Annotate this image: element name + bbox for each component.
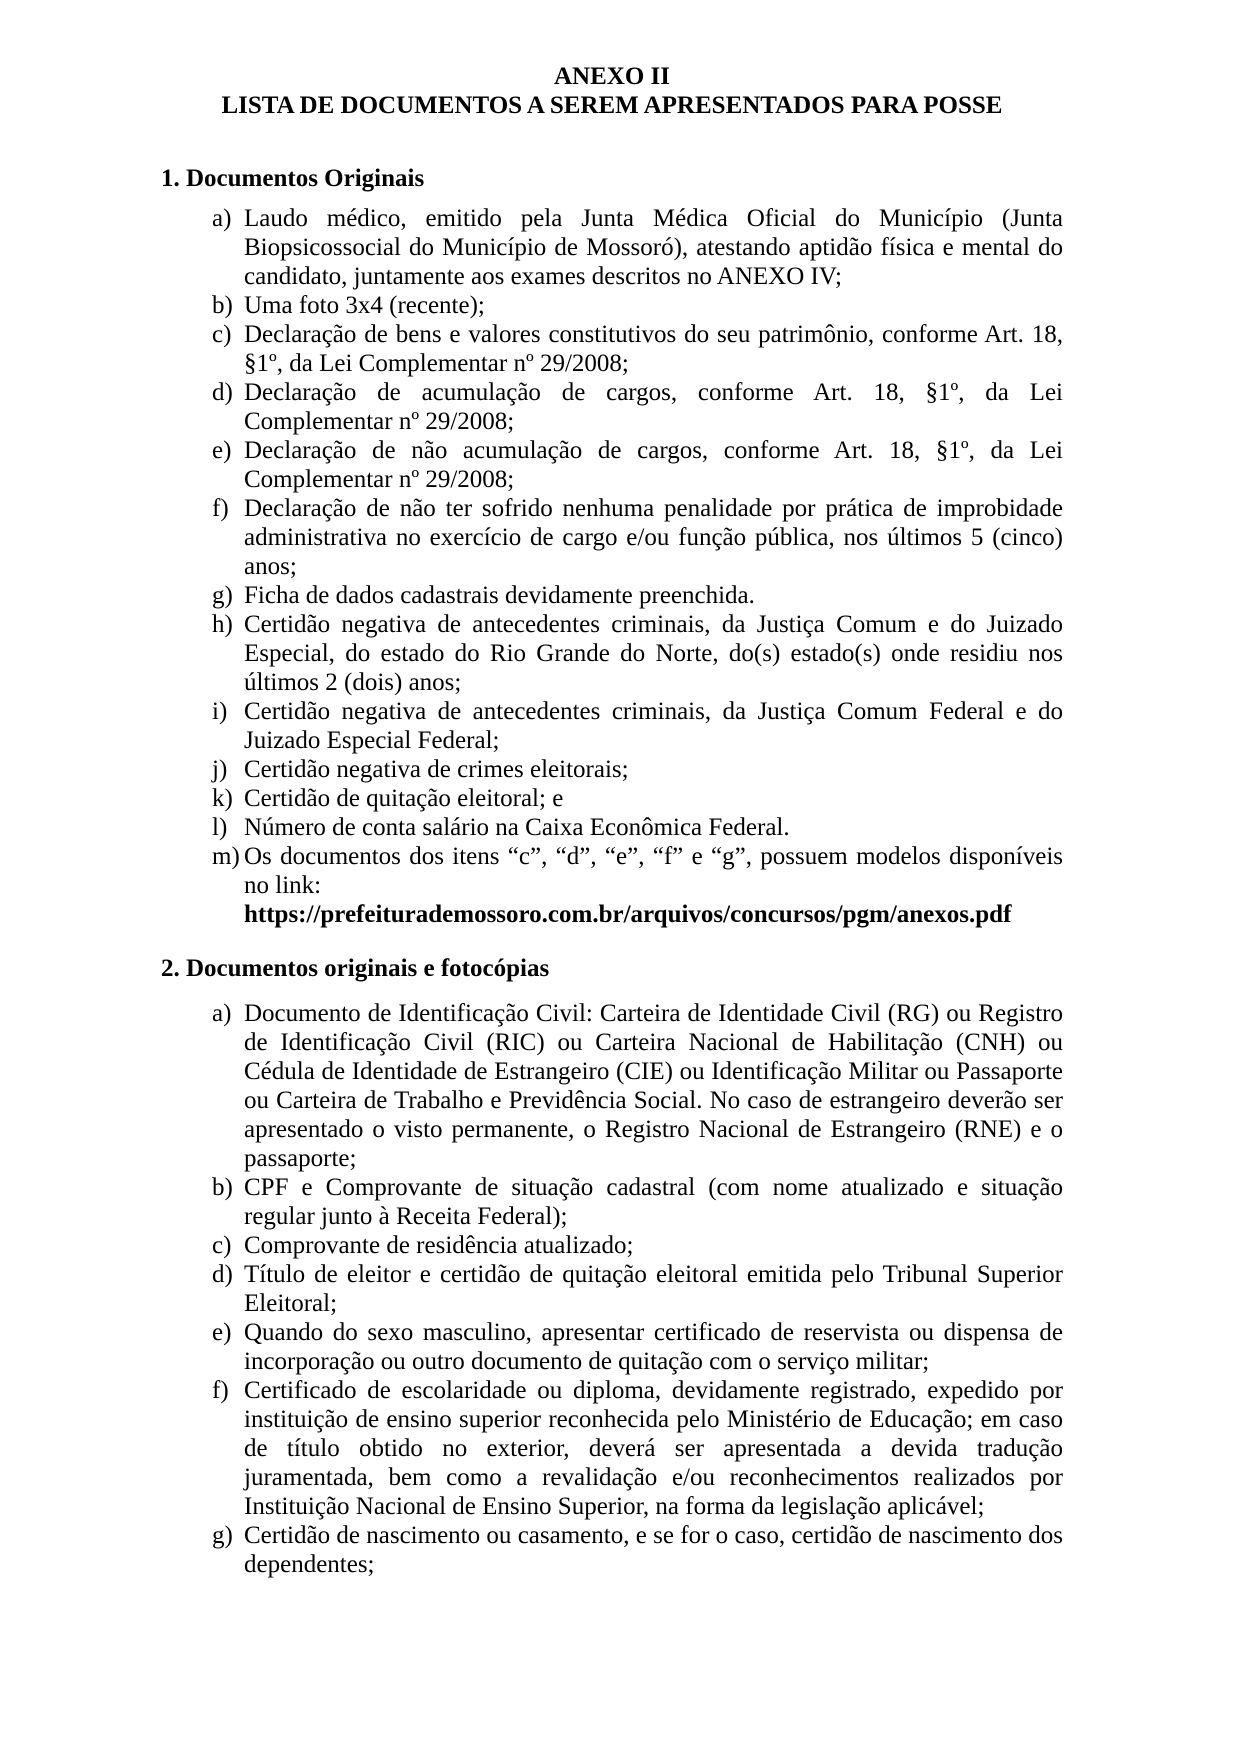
list-item	[161, 813, 1063, 842]
item-text: Declaração de não acumulação de cargos, conforme Art. 18, §1º, da Lei Complementar nº 29/2008;	[244, 437, 1063, 493]
section-heading: 2. Documentos originais e fotocópias	[161, 955, 550, 982]
list-item	[161, 999, 1063, 1173]
item-marker: c)	[212, 321, 232, 348]
item-marker: f)	[212, 1377, 229, 1404]
item-marker: g)	[212, 1522, 233, 1549]
list-item	[161, 581, 1063, 610]
list-item	[161, 1318, 1063, 1376]
item-marker: k)	[212, 785, 233, 812]
item-marker: f)	[212, 495, 229, 522]
item-marker: l)	[212, 814, 228, 841]
list-item	[161, 1231, 1063, 1260]
document-body	[161, 164, 1063, 1579]
item-marker: h)	[212, 611, 233, 638]
item-marker: d)	[212, 379, 233, 406]
item-text: Declaração de bens e valores constitutivos do seu patrimônio, conforme Art. 18, §1º, da Lei Complementar nº 29/2008;	[244, 321, 1063, 377]
list-item	[161, 436, 1063, 494]
list-item	[161, 697, 1063, 755]
item-text: Declaração de não ter sofrido nenhuma penalidade por prática de improbidade administrativa no exercício de cargo e/ou função pública, nos últimos 5 (cinco) anos;	[244, 495, 1063, 580]
document-title: ANEXO II	[554, 63, 670, 90]
section-1	[161, 164, 1063, 929]
item-marker: j)	[212, 756, 228, 783]
item-text: Certidão de quitação eleitoral; e	[244, 785, 564, 812]
list-item	[161, 755, 1063, 784]
item-marker: i)	[212, 698, 228, 725]
list-item	[161, 320, 1063, 378]
list-item	[161, 610, 1063, 697]
item-text: Documento de Identificação Civil: Carteira de Identidade Civil (RG) ou Registro de Identificação Civil (RIC) ou Carteira Nacional de Habilitação (CNH) ou Cédula de Identidade de Estrangeiro (CIE) ou Identificação Militar ou Passaporte ou Carteira de Trabalho e Previdência Social. No caso de estrangeiro deverão ser apresentado o visto permanente, o Registro Nacional de Estrangeiro (RNE) e o passaporte;	[244, 1000, 1063, 1172]
item-text: Uma foto 3x4 (recente);	[244, 292, 485, 319]
list-item	[161, 1521, 1063, 1579]
document-link[interactable]: https://prefeiturademossoro.com.br/arquivos/concursos/pgm/anexos.pdf	[244, 901, 1012, 928]
section-heading: 1. Documentos Originais	[161, 165, 425, 192]
item-marker: c)	[212, 1232, 232, 1259]
item-text: Número de conta salário na Caixa Econômica Federal.	[244, 814, 790, 841]
list-item	[161, 1173, 1063, 1231]
item-marker: a)	[212, 1000, 232, 1027]
item-text: Laudo médico, emitido pela Junta Médica Oficial do Município (Junta Biopsicossocial do Município de Mossoró), atestando aptidão física e mental do candidato, juntamente aos exames descritos no ANEXO IV;	[244, 205, 1063, 290]
list-item	[161, 842, 1063, 929]
item-text: Certidão negativa de crimes eleitorais;	[244, 756, 629, 783]
item-text: Os documentos dos itens “c”, “d”, “e”, “f” e “g”, possuem modelos disponíveis no link:	[244, 843, 1063, 899]
item-marker: b)	[212, 1174, 233, 1201]
item-text: Certidão negativa de antecedentes criminais, da Justiça Comum e do Juizado Especial, do estado do Rio Grande do Norte, do(s) estado(s) onde residiu nos últimos 2 (dois) anos;	[244, 611, 1063, 696]
document-subtitle: LISTA DE DOCUMENTOS A SEREM APRESENTADOS PARA POSSE	[221, 92, 1003, 119]
item-text: Declaração de acumulação de cargos, conforme Art. 18, §1º, da Lei Complementar nº 29/2008;	[244, 379, 1063, 435]
item-marker: a)	[212, 205, 232, 232]
list-item	[161, 378, 1063, 436]
list-item	[161, 494, 1063, 581]
list-item	[161, 784, 1063, 813]
section-2	[161, 954, 1063, 1579]
item-marker: e)	[212, 437, 232, 464]
item-text: Título de eleitor e certidão de quitação eleitoral emitida pelo Tribunal Superior Eleitoral;	[244, 1261, 1063, 1317]
item-marker: b)	[212, 292, 233, 319]
item-text: CPF e Comprovante de situação cadastral (com nome atualizado e situação regular junto à Receita Federal);	[244, 1174, 1063, 1230]
item-text: Certificado de escolaridade ou diploma, devidamente registrado, expedido por instituição de ensino superior reconhecida pelo Ministério de Educação; em caso de título obtido no exterior, deverá ser apresentada a devida tradução juramentada, bem como a revalidação e/ou reconhecimentos realizados por Instituição Nacional de Ensino Superior, na forma da legislação aplicável;	[244, 1377, 1063, 1520]
item-text: Certidão de nascimento ou casamento, e se for o caso, certidão de nascimento dos dependentes;	[244, 1522, 1063, 1578]
list-item	[161, 204, 1063, 291]
item-marker: g)	[212, 582, 233, 609]
item-text: Certidão negativa de antecedentes criminais, da Justiça Comum Federal e do Juizado Especial Federal;	[244, 698, 1063, 754]
item-marker: m)	[212, 843, 240, 870]
item-marker: d)	[212, 1261, 233, 1288]
list-item	[161, 1376, 1063, 1521]
list-item	[161, 291, 1063, 320]
item-marker: e)	[212, 1319, 232, 1346]
list-item	[161, 1260, 1063, 1318]
item-text: Comprovante de residência atualizado;	[244, 1232, 634, 1259]
item-text: Ficha de dados cadastrais devidamente preenchida.	[244, 582, 755, 609]
item-text: Quando do sexo masculino, apresentar certificado de reservista ou dispensa de incorporação ou outro documento de quitação com o serviço militar;	[244, 1319, 1063, 1375]
